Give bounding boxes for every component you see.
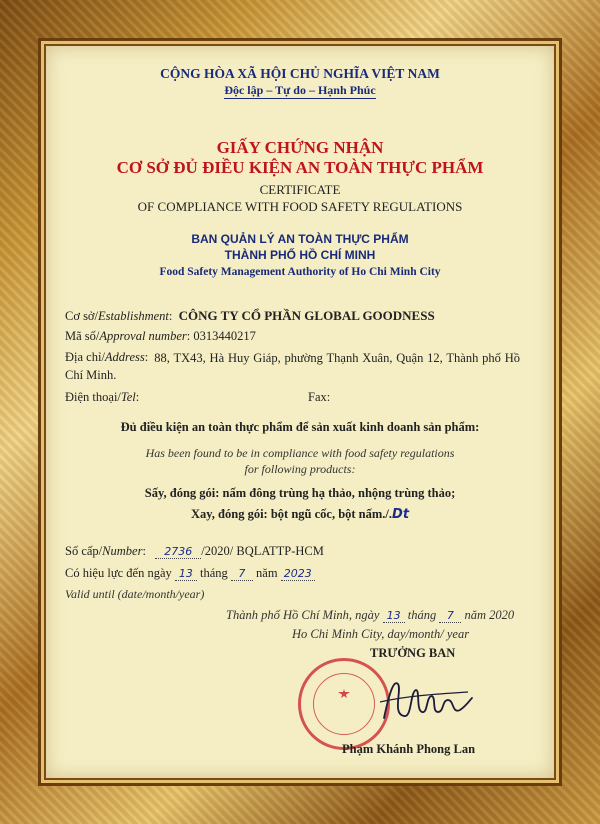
establishment-value: CÔNG TY CỔ PHẦN GLOBAL GOODNESS	[178, 308, 435, 323]
valid-day: 13	[175, 567, 197, 581]
signing-year: năm 2020	[464, 608, 515, 622]
approval-row: Mã số/Approval number: 0313440217	[65, 329, 256, 343]
address-label-vn: Địa chỉ/	[65, 350, 105, 364]
authority-vn-2: THÀNH PHỐ HỒ CHÍ MINH	[224, 248, 376, 262]
valid-label-vn: Có hiệu lực đến ngày	[65, 566, 172, 580]
valid-month: 7	[231, 567, 253, 581]
signature-image	[376, 670, 476, 730]
stamp-center	[313, 673, 375, 735]
product-line-2-text: Xay, đóng gói: bột ngũ cốc, bột nấm./.	[190, 507, 393, 521]
approval-label-en: Approval number	[99, 329, 187, 343]
star-icon	[329, 688, 359, 702]
certificate-title-en-2: OF COMPLIANCE WITH FOOD SAFETY REGULATIONS	[137, 199, 463, 214]
fax-label: Fax:	[308, 390, 331, 404]
establishment-row: Cơ sở/Establishment: CÔNG TY CỔ PHẦN GLOBAL GOODNESS	[65, 308, 435, 323]
valid-month-label: tháng	[200, 566, 228, 580]
signing-place-en: Ho Chi Minh City, day/month/ year	[292, 627, 470, 641]
address-row: Địa chỉ/Address: 88, TX43, Hà Huy Giáp, phường Thạnh Xuân, Quận 12, Thành phố Hồ Chí Minh.	[65, 350, 520, 382]
signer-name: Phạm Khánh Phong Lan	[342, 742, 476, 756]
approval-label-vn: Mã số/	[65, 329, 100, 343]
certificate-paper	[46, 46, 554, 778]
number-suffix: /2020/ BQLATTP-HCM	[201, 544, 324, 558]
valid-year-label: năm	[256, 566, 278, 580]
compliance-statement-en-1: Has been found to be in compliance with food safety regulations	[145, 446, 455, 460]
compliance-statement-vn: Đủ điều kiện an toàn thực phẩm để sản xuất kinh doanh sản phẩm:	[120, 420, 480, 434]
certificate-title-vn-1: GIẤY CHỨNG NHẬN	[216, 138, 384, 157]
signing-day: 13	[383, 609, 405, 623]
signing-title: TRƯỞNG BAN	[370, 646, 456, 660]
valid-year: 2023	[281, 567, 315, 581]
phone-label-vn: Điện thoại/	[65, 390, 121, 404]
number-handwritten: 2736	[155, 545, 201, 559]
address-value: 88, TX43, Hà Huy Giáp, phường Thạnh Xuân, Quận 12, Thành phố Hồ Chí Minh.	[65, 351, 520, 382]
valid-row	[65, 566, 315, 581]
phone-row: Điện thoại/Tel:	[65, 390, 140, 404]
product-line-2	[46, 507, 554, 522]
authority-en: Food Safety Management Authority of Ho Chi Minh City	[159, 266, 441, 278]
number-label-vn: Số cấp/	[65, 544, 103, 558]
compliance-statement-en-2: for following products:	[244, 462, 356, 476]
establishment-label-vn: Cơ sở/	[65, 309, 99, 323]
address-label-en: Address	[104, 350, 145, 364]
signing-place: Thành phố Hồ Chí Minh, ngày	[226, 608, 380, 622]
certificate-title-en-1: CERTIFICATE	[259, 182, 341, 197]
phone-label-en: Tel	[120, 390, 136, 404]
signing-date-row	[226, 608, 514, 623]
signing-month-label: tháng	[407, 608, 437, 622]
product-line-1: Sấy, đóng gói: nấm đông trùng hạ thảo, nhộng trùng thảo;	[144, 486, 456, 500]
motto-text: Độc lập – Tự do – Hạnh Phúc	[224, 83, 376, 97]
approval-value: 0313440217	[193, 329, 256, 343]
number-row: Số cấp/Number: 2736 /2020/ BQLATTP-HCM	[65, 544, 324, 558]
valid-label-en: Valid until (date/month/year)	[65, 587, 205, 601]
number-label-en: Number	[102, 544, 143, 558]
certificate-title-vn-2: CƠ SỞ ĐỦ ĐIỀU KIỆN AN TOÀN THỰC PHẨM	[116, 158, 484, 177]
establishment-label-en: Establishment	[98, 309, 169, 323]
product-initial: Dt	[392, 507, 410, 522]
national-title: CỘNG HÒA XÃ HỘI CHỦ NGHĨA VIỆT NAM	[160, 66, 440, 81]
national-motto	[46, 83, 554, 98]
signing-month: 7	[439, 609, 461, 623]
authority-vn-1: BAN QUẢN LÝ AN TOÀN THỰC PHẨM	[191, 232, 409, 246]
